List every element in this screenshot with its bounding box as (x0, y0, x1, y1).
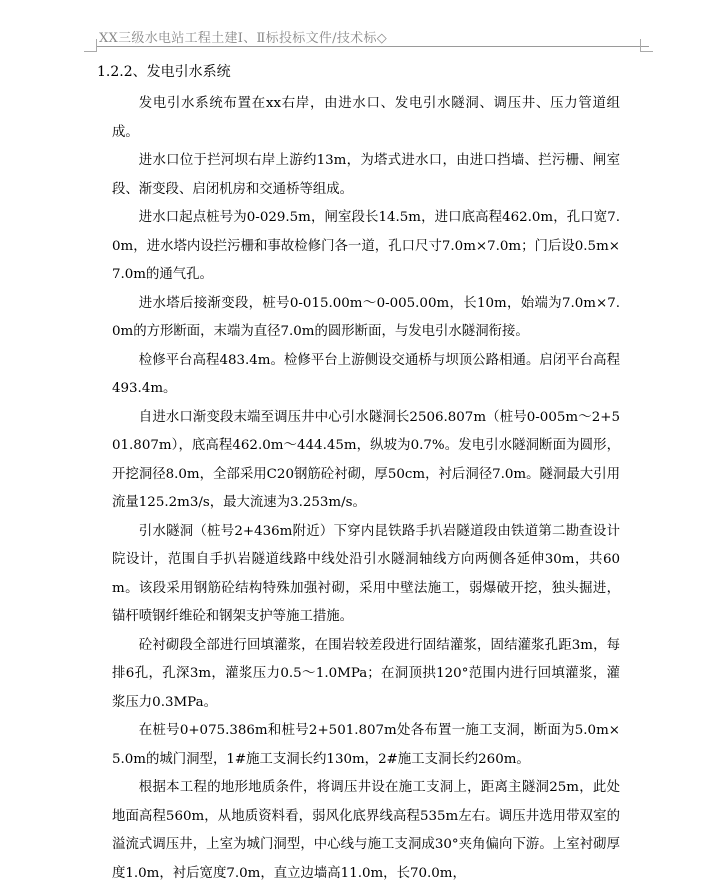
margin-corner-mark-right (640, 39, 653, 52)
margin-corner-mark-left (84, 39, 97, 52)
paragraph: 发电引水系统布置在xx右岸，由进水口、发电引水隧洞、调压井、压力管道组成。 (112, 96, 620, 140)
paragraph: 引水隧洞（桩号2+436m附近）下穿内昆铁路手扒岩隧道段由铁道第二勘查设计院设计，范围自手扒岩隧道线路中线处沿引水隧洞轴线方向两侧各延伸30m，共60m。该段采用钢筋砼结构特殊加强衬砌，采用中壁法施工，弱爆破开挖，独头掘进，锚杆喷钢纤维砼和钢架支护等施工措施。 (112, 523, 620, 624)
paragraph: 检修平台高程483.4m。检修平台上游侧设交通桥与坝顶公路相通。启闭平台高程493.4m。 (112, 352, 620, 396)
page-header: XX三级水电站工程土建Ⅰ、Ⅱ标投标文件/技术标◇ (99, 31, 388, 46)
paragraph: 砼衬砌段全部进行回填灌浆，在围岩较差段进行固结灌浆，固结灌浆孔距3m，每排6孔，孔深3m，灌浆压力0.5～1.0MPa；在洞顶拱120°范围内进行回填灌浆，灌浆压力0.3MPa。 (112, 637, 620, 710)
paragraph: 进水口位于拦河坝右岸上游约13m，为塔式进水口，由进口挡墙、拦污栅、闸室段、渐变段、启闭机房和交通桥等组成。 (112, 153, 620, 197)
header-divider (97, 46, 649, 47)
paragraph: 自进水口渐变段末端至调压井中心引水隧洞长2506.807m（桩号0-005m～2+501.807m），底高程462.0m～444.45m，纵坡为0.7%。发电引水隧洞断面为圆形，开挖洞径8.0m，全部采用C20钢筋砼衬砌，厚50cm，衬后洞径7.0m。隧洞最大引用流量125.2m3/s，最大流速为3.253m/s。 (112, 409, 620, 510)
section-heading: 1.2.2、发电引水系统 (97, 64, 231, 80)
paragraph: 根据本工程的地形地质条件，将调压井设在施工支洞上，距离主隧洞25m，此处地面高程560m，从地质资料看，弱风化底界线高程535m左右。调压井选用带双室的溢流式调压井，上室为城门洞型，中心线与施工支洞成30°夹角偏向下游。上室衬砌厚度1.0m，衬后宽度7.0m，直立边墙高11.0m，长70.0m， (112, 780, 620, 881)
paragraph: 进水口起点桩号为0-029.5m，闸室段长14.5m，进口底高程462.0m，孔口宽7.0m，进水塔内设拦污栅和事故检修门各一道，孔口尺寸7.0m×7.0m；门后设0.5m×7.0m的通气孔。 (112, 210, 620, 282)
paragraph: 进水塔后接渐变段，桩号0-015.00m～0-005.00m，长10m，始端为7.0m×7.0m的方形断面，末端为直径7.0m的圆形断面，与发电引水隧洞衔接。 (112, 295, 620, 339)
paragraph: 在桩号0+075.386m和桩号2+501.807m处各布置一施工支洞，断面为5.0m×5.0m的城门洞型，1#施工支洞长约130m，2#施工支洞长约260m。 (112, 723, 620, 767)
document-body (112, 90, 620, 888)
